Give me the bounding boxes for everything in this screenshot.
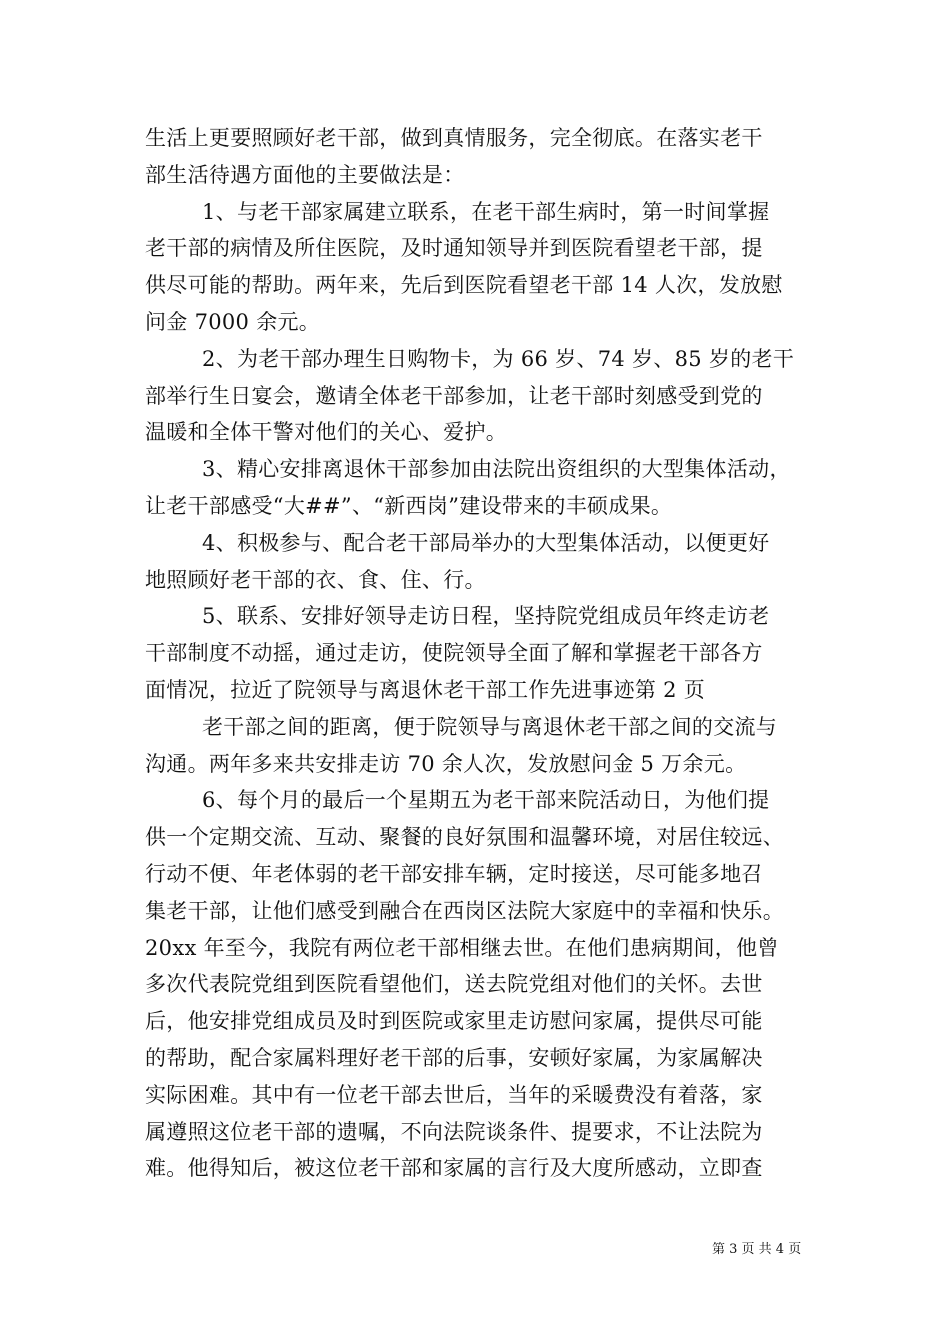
text-line: 集老干部，让他们感受到融合在西岗区法院大家庭中的幸福和快乐。	[145, 898, 784, 923]
text-line: 实际困难。其中有一位老干部去世后，当年的采暖费没有着落，家	[145, 1082, 763, 1107]
text-line: 沟通。两年多来共安排走访 70 余人次，发放慰问金 5 万余元。	[145, 751, 747, 776]
text-line: 让老干部感受“大##”、“新西岗”建设带来的丰硕成果。	[145, 493, 673, 518]
text-line: 20xx 年至今，我院有两位老干部相继去世。在他们患病期间，他曾	[145, 935, 779, 960]
text-line: 温暖和全体干警对他们的关心、爱护。	[145, 420, 508, 445]
text-line: 老干部的病情及所住医院，及时通知领导并到医院看望老干部，提	[145, 236, 763, 261]
text-line: 地照顾好老干部的衣、食、住、行。	[145, 567, 486, 592]
text-line: 干部制度不动摇，通过走访，使院领导全面了解和掌握老干部各方	[145, 641, 763, 666]
page-number: 第 3 页 共 4 页	[712, 1242, 802, 1257]
text-line: 2、为老干部办理生日购物卡，为 66 岁、74 岁、85 岁的老干	[202, 346, 795, 371]
text-line: 问金 7000 余元。	[145, 309, 321, 334]
text-line: 行动不便、年老体弱的老干部安排车辆，定时接送，尽可能多地召	[145, 861, 763, 886]
text-line: 的帮助，配合家属料理好老干部的后事，安顿好家属，为家属解决	[145, 1045, 763, 1070]
text-line: 难。他得知后，被这位老干部和家属的言行及大度所感动，立即查	[145, 1156, 763, 1181]
text-line: 供尽可能的帮助。两年来，先后到医院看望老干部 14 人次，发放慰	[145, 273, 783, 298]
text-line: 面情况，拉近了院领导与离退休老干部工作先进事迹第 2 页	[145, 677, 706, 702]
text-line: 供一个定期交流、互动、聚餐的良好氛围和温馨环境，对居住较远、	[145, 825, 784, 850]
text-line: 后，他安排党组成员及时到医院或家里走访慰问家属，提供尽可能	[145, 1009, 763, 1034]
text-line: 部举行生日宴会，邀请全体老干部参加，让老干部时刻感受到党的	[145, 383, 763, 408]
text-line: 4、积极参与、配合老干部局举办的大型集体活动，以便更好	[202, 530, 770, 555]
text-line: 5、联系、安排好领导走访日程，坚持院党组成员年终走访老	[202, 604, 770, 629]
text-line: 部生活待遇方面他的主要做法是：	[145, 162, 465, 187]
body-text	[145, 120, 815, 1187]
text-line: 3、精心安排离退休干部参加由法院出资组织的大型集体活动，	[202, 457, 791, 482]
text-line: 属遵照这位老干部的遗嘱，不向法院谈条件、提要求，不让法院为	[145, 1119, 763, 1144]
text-line: 生活上更要照顾好老干部，做到真情服务，完全彻底。在落实老干	[145, 126, 763, 150]
text-line: 多次代表院党组到医院看望他们，送去院党组对他们的关怀。去世	[145, 972, 763, 997]
text-line: 老干部之间的距离，便于院领导与离退休老干部之间的交流与	[202, 714, 778, 739]
text-line: 6、每个月的最后一个星期五为老干部来院活动日，为他们提	[202, 788, 770, 813]
text-line: 1、与老干部家属建立联系，在老干部生病时，第一时间掌握	[202, 199, 770, 224]
